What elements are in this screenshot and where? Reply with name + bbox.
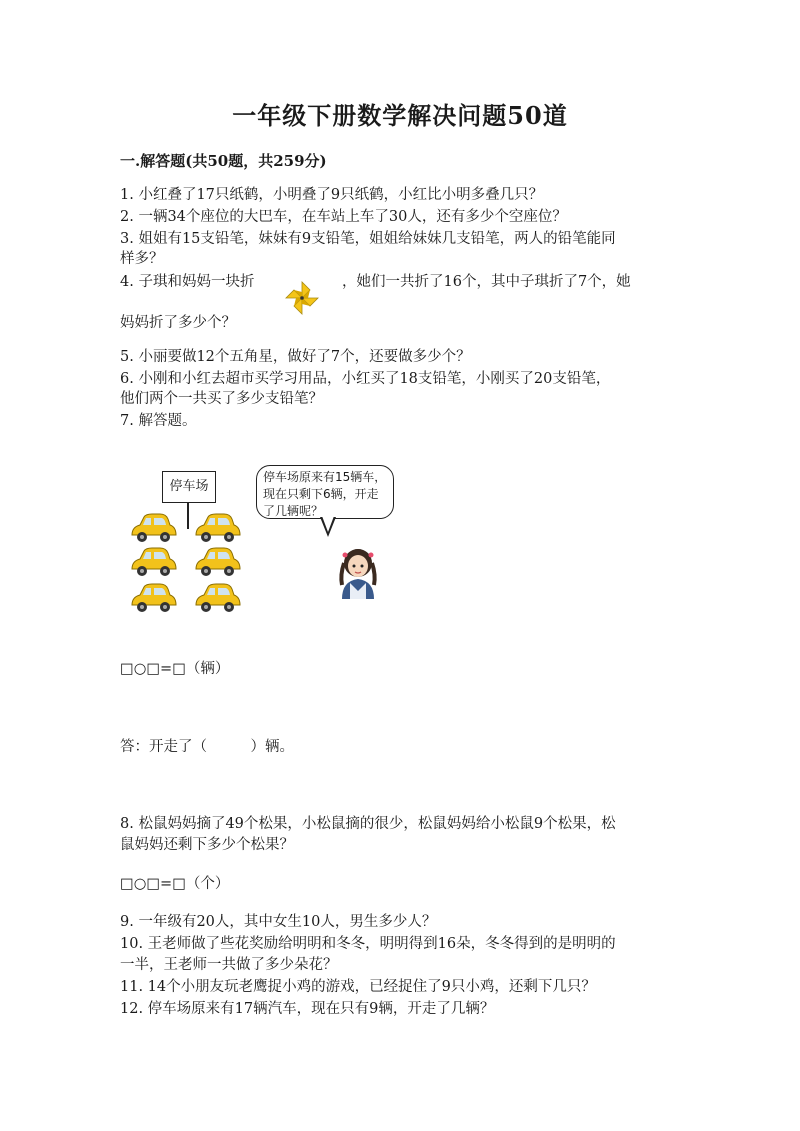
bubble-line-1: 停车场原来有15辆车，	[263, 470, 387, 484]
car-icon	[192, 581, 242, 615]
sign-post	[187, 503, 189, 529]
question-12: 12. 停车场原来有17辆汽车，现在只有9辆，开走了几辆？	[120, 1001, 495, 1017]
pinwheel-icon	[282, 278, 322, 318]
parking-lot-illustration	[120, 455, 420, 625]
girl-icon	[332, 541, 384, 601]
car-icon	[128, 511, 178, 545]
question-3-line-2: 样多？	[120, 251, 164, 267]
question-11: 11. 14个小朋友玩老鹰捉小鸡的游戏，已经捉住了9只小鸡，还剩下几只？	[120, 979, 596, 995]
page-title: 一年级下册数学解决问题50道	[232, 101, 568, 130]
question-7-answer: 答：开走了（ ）辆。	[120, 739, 294, 755]
car-icon	[192, 511, 242, 545]
car-icon	[192, 545, 242, 579]
question-8-formula: □○□=□（个）	[120, 876, 230, 892]
speech-bubble	[256, 465, 394, 519]
parking-sign: 停车场	[162, 471, 216, 503]
question-6-line-2: 他们两个一共买了多少支铅笔？	[120, 391, 323, 407]
question-9: 9. 一年级有20人，其中女生10人，男生多少人？	[120, 914, 437, 930]
question-4-line-2: 妈妈折了多少个？	[120, 315, 236, 331]
car-icon	[128, 581, 178, 615]
section-heading: 一.解答题(共50题，共259分)	[120, 152, 327, 170]
question-4-part-1: 4. 子琪和妈妈一块折	[120, 274, 255, 290]
car-icon	[128, 545, 178, 579]
question-5: 5. 小丽要做12个五角星，做好了7个，还要做多少个？	[120, 349, 471, 365]
question-7: 7. 解答题。	[120, 413, 197, 429]
question-10-line-1: 10. 王老师做了些花奖励给明明和冬冬，明明得到16朵，冬冬得到的是明明的	[120, 936, 616, 952]
question-7-formula: □○□=□（辆）	[120, 661, 230, 677]
question-8-line-1: 8. 松鼠妈妈摘了49个松果，小松鼠摘的很少，松鼠妈妈给小松鼠9个松果，松	[120, 816, 616, 832]
question-4-row	[120, 270, 700, 310]
bubble-tail-fill	[322, 516, 334, 532]
question-10-line-2: 一半，王老师一共做了多少朵花？	[120, 957, 338, 973]
question-3-line-1: 3. 姐姐有15支铅笔，妹妹有9支铅笔，姐姐给妹妹几支铅笔，两人的铅笔能同	[120, 231, 616, 247]
question-2: 2. 一辆34个座位的大巴车，在车站上车了30人，还有多少个空座位？	[120, 209, 567, 225]
question-6-line-1: 6. 小刚和小红去超市买学习用品，小红买了18支铅笔，小刚买了20支铅笔，	[120, 371, 611, 387]
question-1: 1. 小红叠了17只纸鹤，小明叠了9只纸鹤，小红比小明多叠几只？	[120, 187, 544, 203]
question-4-part-2: ，她们一共折了16个，其中子琪折了7个，她	[342, 274, 631, 290]
bubble-line-3: 了几辆呢？	[263, 504, 324, 518]
question-8-line-2: 鼠妈妈还剩下多少个松果？	[120, 837, 294, 853]
bubble-line-2: 现在只剩下6辆，开走	[263, 487, 379, 501]
